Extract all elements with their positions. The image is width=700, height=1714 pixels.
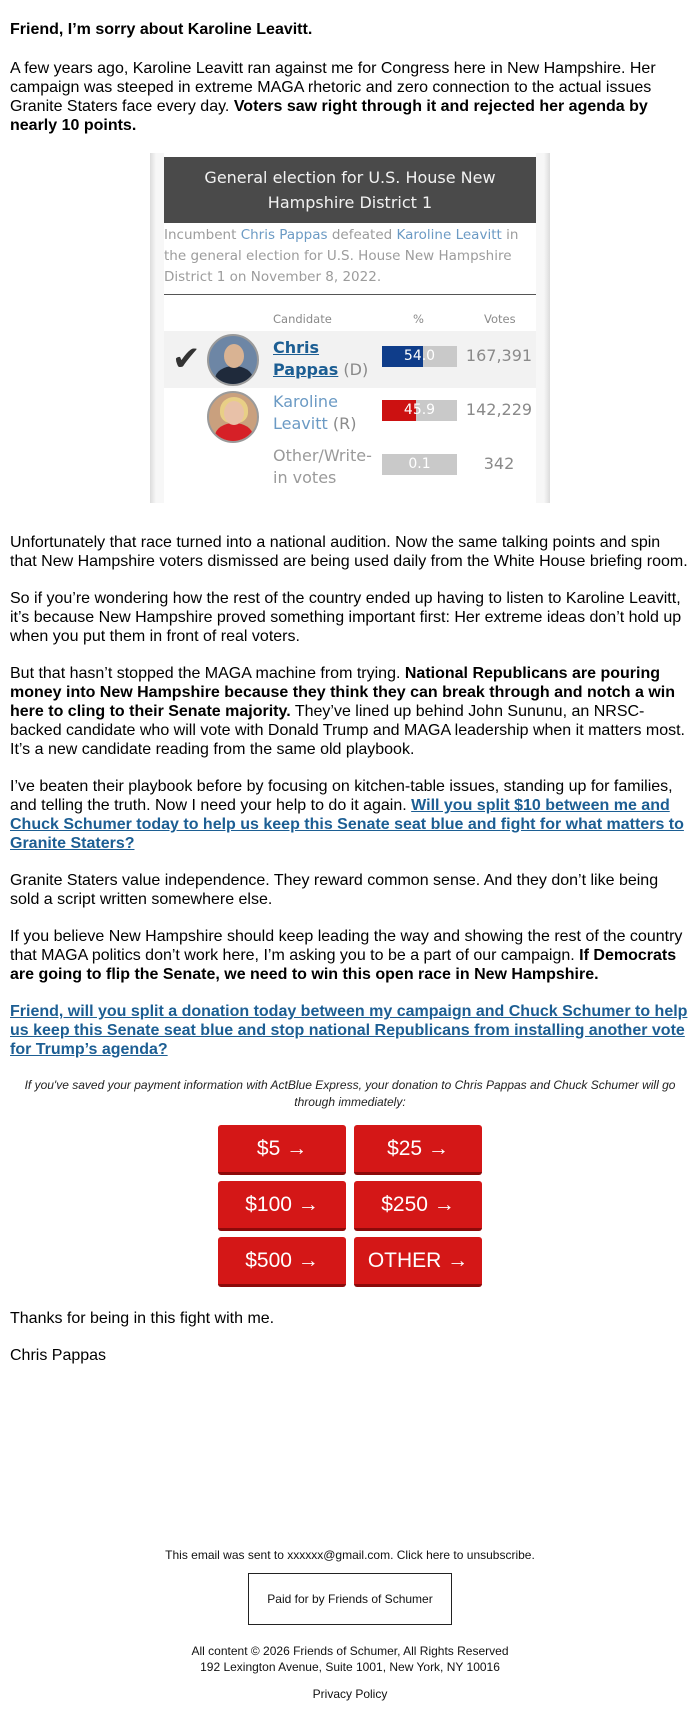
donate-5-button[interactable]: $5 → (218, 1125, 346, 1175)
paragraph-5-text: I’ve beaten their playbook before by focusing on kitchen-table issues, standing up for families, and telling the truth. Now I need your help to do it again. (10, 778, 673, 814)
candidate-2-name-line-1[interactable]: Karoline (273, 392, 338, 411)
votes-count-2: 142,229 (464, 400, 534, 419)
desc-text-2: defeated (328, 227, 397, 243)
paragraph-1 (10, 59, 690, 135)
paragraph-1-text: A few years ago, Karoline Leavitt ran against me for Congress here in New Hampshire. Her campaign was steeped in extreme MAGA rhetoric and zero connection to the actual issues Granite Staters face every day. (10, 60, 656, 115)
col-header-votes: Votes (484, 312, 516, 326)
unsubscribe-line[interactable]: This email was sent to xxxxxx@gmail.com. Click here to unsubscribe. (0, 1548, 700, 1562)
results-divider (164, 294, 536, 295)
vote-share-bar-1 (382, 346, 457, 367)
paragraph-7-text: If you believe New Hampshire should keep leading the way and showing the rest of the country that MAGA politics don’t work here, I’m asking you to be a part of our campaign. (10, 928, 682, 964)
candidate-name-row-3 (273, 445, 372, 489)
vote-share-bar-2 (382, 400, 457, 421)
candidate-name-row-2[interactable] (273, 391, 356, 435)
donate-split-link[interactable]: Friend, will you split a donation today between my campaign and Chuck Schumer to help us keep this Senate seat blue and stop national Republicans from installing another vote for Trump’s agenda? (10, 1003, 687, 1058)
paragraph-4 (10, 664, 690, 759)
paragraph-2: Unfortunately that race turned into a national audition. Now the same talking points and spin that New Hampshire voters dismissed are being used daily from the White House briefing room. (10, 533, 690, 571)
paragraph-1-bold: Voters saw right through it and rejected her agenda by nearly 10 points. (10, 98, 648, 134)
desc-text-1: Incumbent (164, 227, 241, 243)
paragraph-5 (10, 777, 690, 853)
results-header-line-1: General election for U.S. House New (164, 165, 536, 190)
paragraph-8 (10, 1002, 690, 1059)
donate-250-button[interactable]: $250 → (354, 1181, 482, 1231)
address-line: 192 Lexington Avenue, Suite 1001, New York, NY 10016 (0, 1659, 700, 1675)
privacy-policy-link[interactable]: Privacy Policy (0, 1687, 700, 1701)
candidate-3-name-line-2: in votes (273, 468, 336, 487)
donate-100-button[interactable]: $100 → (218, 1181, 346, 1231)
email-greeting: Friend, I’m sorry about Karoline Leavitt. (10, 20, 690, 39)
candidate-2-name-line-2[interactable]: Leavitt (273, 414, 328, 433)
donate-other-button[interactable]: OTHER → (354, 1237, 482, 1287)
paragraph-6: Granite Staters value independence. They reward common sense. And they don’t like being sold a script written somewhere else. (10, 871, 690, 909)
candidate-name-row-1[interactable] (273, 337, 368, 381)
thanks-line: Thanks for being in this fight with me. (10, 1309, 690, 1328)
paragraph-3: So if you’re wondering how the rest of the country ended up having to listen to Karoline Leavitt, it’s because New Hampshire proved something important first: Her extreme ideas don’t hold up when you put them in front of real voters. (10, 589, 690, 646)
copyright-line: All content © 2026 Friends of Schumer, All Rights Reserved (0, 1643, 700, 1659)
signature: Chris Pappas (10, 1346, 690, 1365)
donation-button-grid (218, 1125, 482, 1287)
email-footer (0, 1548, 700, 1701)
avatar-chris-pappas (207, 334, 259, 386)
election-results-card (164, 153, 536, 503)
paragraph-7-bold: If Democrats are going to flip the Senate, we need to win this open race in New Hampshire. (10, 947, 676, 983)
actblue-express-note: If you've saved your payment information with ActBlue Express, your donation to Chris Pappas and Chuck Schumer will go through immediately: (24, 1077, 676, 1111)
vote-share-pct-3: 0.1 (382, 454, 457, 475)
desc-loser-link[interactable]: Karoline Leavitt (397, 227, 502, 243)
vote-share-pct-2: 45.9 (382, 400, 457, 421)
paragraph-4-text-1: But that hasn’t stopped the MAGA machine from trying. (10, 665, 405, 682)
results-header-line-2: Hampshire District 1 (164, 190, 536, 215)
vote-share-pct-1: 54.0 (382, 346, 457, 367)
paragraph-4-bold: National Republicans are pouring money into New Hampshire because they think they can break through and notch a win here to cling to their Senate majority. (10, 665, 675, 720)
desc-winner-link[interactable]: Chris Pappas (241, 227, 328, 243)
election-results-image (150, 153, 550, 503)
email-body (0, 20, 700, 1365)
col-header-pct: % (413, 312, 424, 326)
donate-25-button[interactable]: $25 → (354, 1125, 482, 1175)
vote-share-bar-3 (382, 454, 457, 475)
candidate-2-party: (R) (328, 414, 357, 433)
candidate-1-name-line-2[interactable]: Pappas (273, 360, 338, 379)
paragraph-4-text-2: They’ve lined up behind John Sununu, an NRSC-backed candidate who will vote with Donald Trump and MAGA leadership when it matters most. It’s a new candidate reading from the same old playbook. (10, 703, 685, 758)
candidate-3-name-line-1: Other/Write- (273, 446, 372, 465)
checkmark-icon: ✔ (172, 339, 201, 379)
candidate-1-party: (D) (338, 360, 368, 379)
votes-count-3: 342 (464, 454, 534, 473)
avatar-karoline-leavitt (207, 391, 259, 443)
results-description (164, 225, 536, 288)
donate-500-button[interactable]: $500 → (218, 1237, 346, 1287)
col-header-candidate: Candidate (273, 312, 332, 326)
votes-count-1: 167,391 (464, 346, 534, 365)
paragraph-7 (10, 927, 690, 984)
donate-split-10-link[interactable]: Will you split $10 between me and Chuck Schumer today to help us keep this Senate seat blue and fight for what matters to Granite Staters? (10, 797, 684, 852)
paid-for-disclaimer: Paid for by Friends of Schumer (248, 1573, 452, 1625)
desc-text-3: in the general election for U.S. House New Hampshire District 1 on November 8, 2022. (164, 227, 518, 285)
results-header (164, 157, 536, 223)
candidate-1-name-line-1[interactable]: Chris (273, 338, 319, 357)
